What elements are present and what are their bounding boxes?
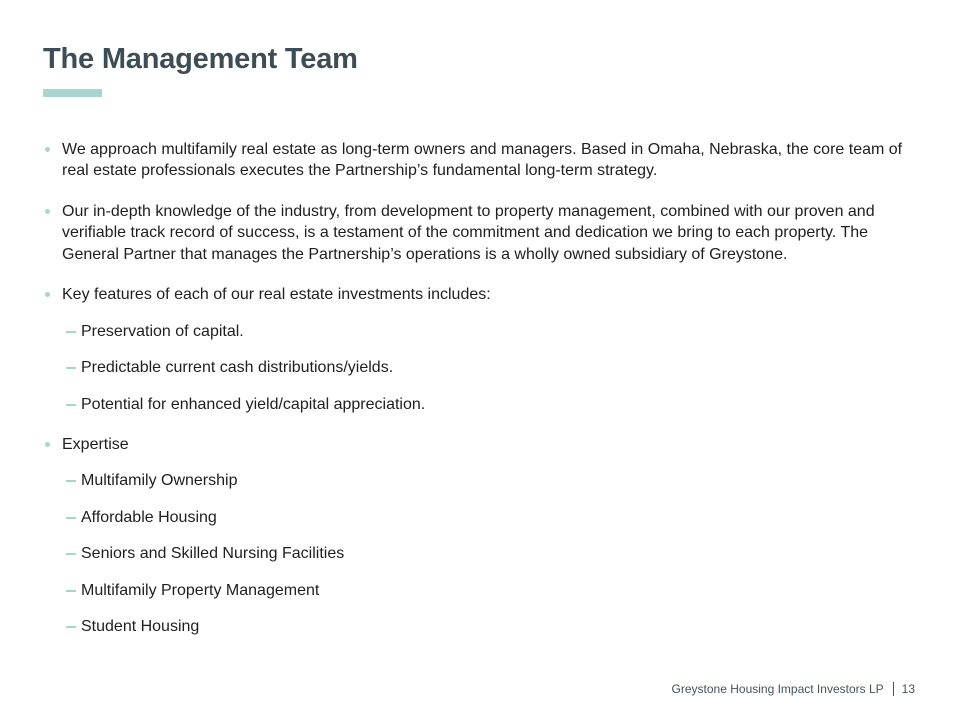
bullet-text: Expertise: [62, 435, 129, 453]
sub-bullet-item: [43, 580, 917, 601]
footer: [672, 682, 915, 696]
sub-bullet-item: [43, 616, 917, 637]
bullet-list: [43, 139, 917, 638]
title-block: [43, 44, 358, 97]
bullet-dash-icon: [66, 507, 81, 528]
bullet-dot-icon: [43, 139, 62, 160]
bullet-text: Affordable Housing: [81, 508, 217, 526]
bullet-item: [43, 201, 917, 265]
bullet-dash-icon: [66, 321, 81, 342]
sub-bullet-item: [43, 543, 917, 564]
bullet-dot-icon: [43, 434, 62, 455]
bullet-text: Our in-depth knowledge of the industry, from development to property management, combined with our proven and verifiable track record of success, is a testament of the commitment and dedication we bring to each property. The General Partner that manages the Partnership’s operations is a wholly owned subsidiary of Greystone.: [62, 202, 875, 263]
bullet-item: [43, 434, 917, 455]
bullet-text: Student Housing: [81, 618, 200, 636]
bullet-text: Potential for enhanced yield/capital appreciation.: [81, 395, 426, 413]
bullet-text: Multifamily Property Management: [81, 581, 320, 599]
bullet-dot-icon: [43, 284, 62, 305]
sub-bullet-item: [43, 321, 917, 342]
footer-page-number: 13: [901, 682, 915, 696]
sub-bullet-item: [43, 357, 917, 378]
bullet-dash-icon: [66, 580, 81, 601]
bullet-item: [43, 284, 917, 305]
bullet-dash-icon: [66, 394, 81, 415]
sub-bullet-item: [43, 507, 917, 528]
bullet-dash-icon: [66, 616, 81, 637]
bullet-text: Preservation of capital.: [81, 322, 244, 340]
bullet-text: We approach multifamily real estate as long-term owners and managers. Based in Omaha, Nebraska, the core team of real estate professionals executes the Partnership’s fundamental long-term strategy.: [62, 141, 903, 180]
sub-bullet-item: [43, 470, 917, 491]
bullet-text: Multifamily Ownership: [81, 472, 238, 490]
footer-divider: [893, 682, 894, 696]
bullet-text: Seniors and Skilled Nursing Facilities: [81, 545, 345, 563]
footer-company-name: Greystone Housing Impact Investors LP: [671, 682, 884, 696]
bullet-dash-icon: [66, 470, 81, 491]
bullet-text: Key features of each of our real estate investments includes:: [62, 286, 491, 304]
bullet-dash-icon: [66, 357, 81, 378]
page-title: The Management Team: [43, 43, 358, 75]
bullet-item: [43, 139, 917, 182]
bullet-dot-icon: [43, 201, 62, 222]
title-accent-bar: [43, 89, 102, 97]
bullet-dash-icon: [66, 543, 81, 564]
bullet-text: Predictable current cash distributions/yields.: [81, 359, 394, 377]
sub-bullet-item: [43, 394, 917, 415]
